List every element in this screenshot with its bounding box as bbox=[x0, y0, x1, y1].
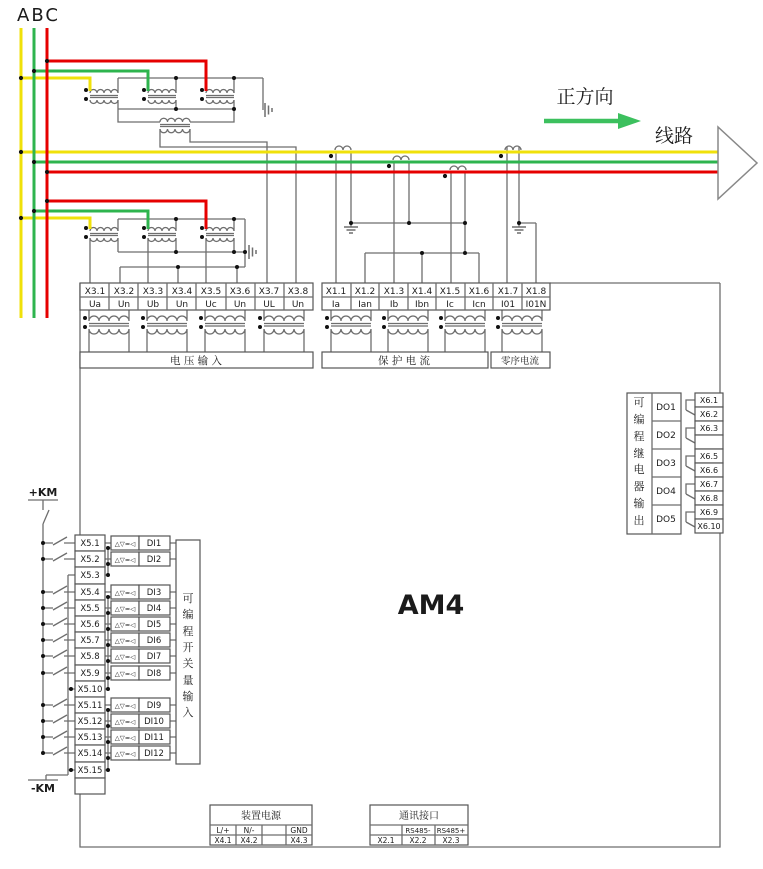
optocoupler-icon: △▽≈◁ bbox=[114, 750, 136, 758]
direction-label: 正方向 bbox=[556, 86, 614, 108]
terminal-id: X3.5 bbox=[200, 287, 222, 297]
relay-section-label-char: 可 bbox=[633, 396, 645, 409]
x5-terminal-label: X5.5 bbox=[80, 604, 100, 614]
signal-name: I01 bbox=[500, 300, 516, 310]
relay-section-label-char: 器 bbox=[633, 480, 645, 493]
protection-current-section bbox=[322, 352, 488, 368]
di-label: DI2 bbox=[146, 555, 162, 565]
relay-section-label-char: 编 bbox=[633, 413, 645, 426]
optocoupler-icon: △▽≈◁ bbox=[114, 637, 136, 645]
relay-output-section bbox=[627, 393, 681, 534]
switch-section-label-char: 输 bbox=[182, 690, 194, 703]
section-label: 保 护 电 流 bbox=[377, 355, 431, 367]
power-terminal: X4.3 bbox=[290, 836, 308, 845]
di-label: DI10 bbox=[144, 717, 164, 727]
x5-terminal-label: X5.14 bbox=[77, 749, 103, 759]
power-label: L/+ bbox=[216, 826, 230, 835]
x6-terminal-label: X6.10 bbox=[697, 522, 721, 531]
di-label: DI7 bbox=[146, 652, 162, 662]
terminal-id: X3.1 bbox=[84, 287, 106, 297]
optocoupler-icon: △▽≈◁ bbox=[114, 734, 136, 742]
x5-terminal-label: X5.4 bbox=[80, 588, 100, 598]
switch-section-label-char: 程 bbox=[182, 625, 194, 638]
section-label: 电 压 输 入 bbox=[169, 355, 223, 367]
device-name: AM4 bbox=[397, 590, 465, 621]
do-label: DO3 bbox=[656, 459, 676, 469]
x5-terminal-label: X5.11 bbox=[77, 701, 103, 711]
signal-name: Ib bbox=[389, 300, 399, 310]
signal-name: I01N bbox=[525, 300, 547, 310]
x6-terminal-label: X6.7 bbox=[699, 480, 719, 489]
x5-terminal-label: X5.7 bbox=[80, 636, 100, 646]
power-supply-section bbox=[210, 805, 312, 845]
x5-terminal-label: X5.8 bbox=[80, 652, 100, 662]
di-label: DI1 bbox=[146, 539, 162, 549]
section-label: 零序电流 bbox=[500, 356, 540, 367]
terminal-id: X1.4 bbox=[411, 287, 433, 297]
do-label: DO4 bbox=[656, 487, 676, 497]
switch-section-label-char: 编 bbox=[182, 608, 194, 621]
di-label: DI3 bbox=[146, 588, 162, 598]
terminal-id: X3.2 bbox=[113, 287, 135, 297]
x6-terminal-label: X6.2 bbox=[699, 410, 719, 419]
comm-terminal: X2.1 bbox=[377, 836, 395, 845]
terminal-id: X1.7 bbox=[497, 287, 519, 297]
switch-section-label-char: 量 bbox=[182, 674, 194, 687]
zero-seq-current-section bbox=[491, 352, 550, 368]
x5-terminal-label: X5.12 bbox=[77, 717, 103, 727]
comm-terminal: X2.2 bbox=[409, 836, 427, 845]
signal-name: Un bbox=[233, 300, 247, 310]
power-title: 装置电源 bbox=[241, 811, 281, 822]
x5-spare-terminal bbox=[75, 778, 105, 794]
terminal-id: X3.7 bbox=[258, 287, 280, 297]
terminal-id: X1.3 bbox=[383, 287, 405, 297]
comm-section bbox=[370, 805, 468, 845]
di-label: DI12 bbox=[144, 749, 164, 759]
x6-terminal-label: X6.8 bbox=[699, 494, 719, 503]
terminal-id: X1.5 bbox=[439, 287, 461, 297]
relay-section-label-char: 程 bbox=[633, 430, 645, 443]
optocoupler-icon: △▽≈◁ bbox=[114, 556, 136, 564]
optocoupler-icon: △▽≈◁ bbox=[114, 702, 136, 710]
terminal-id: X3.6 bbox=[229, 287, 251, 297]
signal-name: Un bbox=[175, 300, 189, 310]
optocoupler-icon: △▽≈◁ bbox=[114, 540, 136, 548]
optocoupler-icon: △▽≈◁ bbox=[114, 653, 136, 661]
x5-terminal-label: X5.3 bbox=[80, 571, 100, 581]
x6-terminal-label: X6.6 bbox=[699, 466, 719, 475]
signal-name: Ia bbox=[331, 300, 341, 310]
signal-name: UL bbox=[263, 300, 275, 310]
x5-terminal-label: X5.6 bbox=[80, 620, 100, 630]
signal-name: Ibn bbox=[414, 300, 430, 310]
signal-name: Ic bbox=[446, 300, 454, 310]
x5-terminal-column bbox=[75, 535, 105, 794]
do-label: DO2 bbox=[656, 431, 676, 441]
di-label: DI9 bbox=[146, 701, 162, 711]
di-label: DI4 bbox=[146, 604, 162, 614]
terminal-id: X3.3 bbox=[142, 287, 164, 297]
x5-terminal-label: X5.2 bbox=[80, 555, 100, 565]
optocoupler-icon: △▽≈◁ bbox=[114, 589, 136, 597]
x5-terminal-label: X5.15 bbox=[77, 766, 103, 776]
current-terminal-strip bbox=[322, 283, 550, 310]
terminal-id: X3.8 bbox=[287, 287, 309, 297]
x6-terminal-label: X6.1 bbox=[699, 396, 719, 405]
x5-terminal-label: X5.13 bbox=[77, 733, 103, 743]
x6-terminal-label: X6.9 bbox=[699, 508, 719, 517]
terminal-id: X1.6 bbox=[468, 287, 490, 297]
signal-name: Ua bbox=[88, 300, 102, 310]
optocoupler-icon: △▽≈◁ bbox=[114, 718, 136, 726]
signal-name: Un bbox=[291, 300, 305, 310]
relay-section-label-char: 继 bbox=[633, 447, 645, 460]
di-label: DI5 bbox=[146, 620, 162, 630]
relay-section-label-char: 出 bbox=[633, 514, 645, 527]
relay-section-label-char: 输 bbox=[633, 497, 645, 510]
x6-terminal-column bbox=[695, 393, 723, 533]
voltage-terminal-strip bbox=[80, 283, 313, 310]
di-label: DI11 bbox=[144, 733, 164, 743]
switch-section-label-char: 关 bbox=[182, 657, 194, 670]
comm-terminal: X2.3 bbox=[442, 836, 460, 845]
x5-terminal-label: X5.9 bbox=[80, 669, 100, 679]
signal-name: Ian bbox=[358, 300, 372, 310]
x6-terminal-label: X6.5 bbox=[699, 452, 719, 461]
x6-terminal-label: X6.3 bbox=[699, 424, 719, 433]
power-terminal: X4.1 bbox=[214, 836, 232, 845]
power-label: N/- bbox=[243, 826, 255, 835]
comm-label: RS485- bbox=[405, 827, 431, 835]
do-label: DO1 bbox=[656, 403, 676, 413]
voltage-input-section bbox=[80, 352, 313, 368]
switch-input-section bbox=[176, 540, 200, 764]
signal-name: Uc bbox=[205, 300, 217, 310]
di-label: DI6 bbox=[146, 636, 162, 646]
optocoupler-icon: △▽≈◁ bbox=[114, 605, 136, 613]
optocoupler-icon: △▽≈◁ bbox=[114, 670, 136, 678]
relay-section-label-char: 电 bbox=[633, 463, 645, 476]
signal-name: Icn bbox=[472, 300, 486, 310]
terminal-id: X1.2 bbox=[354, 287, 376, 297]
do-label: DO5 bbox=[656, 515, 676, 525]
terminal-id: X1.8 bbox=[525, 287, 547, 297]
signal-name: Un bbox=[117, 300, 131, 310]
switch-section-label-char: 入 bbox=[182, 706, 194, 719]
terminal-id: X3.4 bbox=[171, 287, 193, 297]
x5-terminal-label: X5.1 bbox=[80, 539, 100, 549]
comm-title: 通讯接口 bbox=[399, 811, 439, 822]
phase-labels: ABC bbox=[17, 5, 60, 26]
terminal-id: X1.1 bbox=[325, 287, 347, 297]
switch-section-label-char: 可 bbox=[182, 592, 194, 605]
di-label: DI8 bbox=[146, 669, 162, 679]
optocoupler-icon: △▽≈◁ bbox=[114, 621, 136, 629]
switch-section-label-char: 开 bbox=[182, 641, 194, 654]
km-negative-label: -KM bbox=[30, 782, 56, 795]
signal-name: Ub bbox=[146, 300, 160, 310]
x5-terminal-label: X5.10 bbox=[77, 685, 103, 695]
line-label: 线路 bbox=[654, 125, 694, 147]
km-positive-label: +KM bbox=[28, 486, 58, 499]
comm-label: RS485+ bbox=[436, 827, 466, 835]
power-terminal: X4.2 bbox=[240, 836, 258, 845]
power-label: GND bbox=[290, 826, 308, 835]
